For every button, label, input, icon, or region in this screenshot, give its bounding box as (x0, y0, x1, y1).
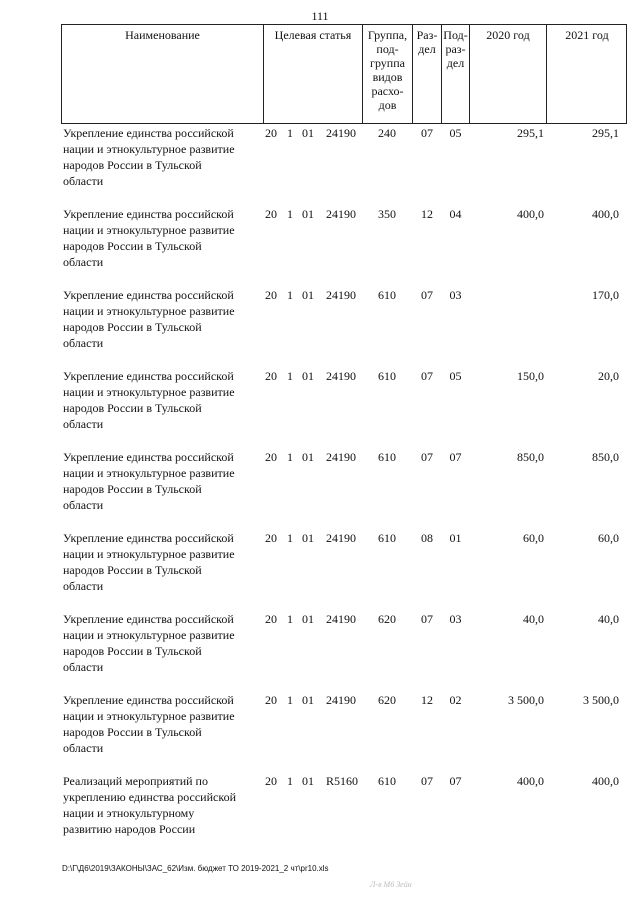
section-code: 07 (421, 450, 433, 464)
amount-2021: 850,0 (592, 450, 619, 464)
group-code: 620 (378, 693, 396, 707)
target-part-3: 01 (302, 369, 314, 383)
target-part-1: 20 (265, 207, 277, 221)
header-expense-group: Группа, под- группа видов расхо- дов (367, 28, 408, 112)
amount-2021: 20,0 (598, 369, 619, 383)
target-part-4: 24190 (326, 207, 356, 221)
row-name: Укрепление единства российской нации и этнокультурное развитие народов России в Тульской области (63, 693, 235, 755)
amount-2020: 400,0 (517, 774, 544, 788)
group-code: 240 (378, 126, 396, 140)
target-part-4: 24190 (326, 612, 356, 626)
target-part-2: 1 (287, 774, 293, 788)
subsection-code: 04 (449, 207, 462, 221)
amount-2020: 295,1 (517, 126, 544, 140)
group-code: 610 (378, 774, 396, 788)
group-code: 620 (378, 612, 396, 626)
header-subsection: Под- раз- дел (443, 28, 468, 70)
header-2020: 2020 год (486, 28, 530, 42)
target-part-4: 24190 (326, 693, 356, 707)
target-part-1: 20 (265, 450, 277, 464)
group-code: 610 (378, 369, 396, 383)
target-part-4: 24190 (326, 288, 356, 302)
group-code: 610 (378, 531, 396, 545)
target-part-2: 1 (287, 450, 293, 464)
subsection-code: 07 (449, 774, 462, 788)
target-part-3: 01 (302, 207, 314, 221)
target-part-1: 20 (265, 774, 277, 788)
target-part-3: 01 (302, 126, 314, 140)
target-part-1: 20 (265, 288, 277, 302)
row-name: Укрепление единства российской нации и этнокультурное развитие народов России в Тульской области (63, 369, 235, 431)
subsection-code: 03 (449, 288, 462, 302)
amount-2021: 170,0 (592, 288, 619, 302)
subsection-code: 03 (449, 612, 462, 626)
amount-2020: 850,0 (517, 450, 544, 464)
amount-2021: 3 500,0 (583, 693, 619, 707)
header-2021: 2021 год (565, 28, 609, 42)
section-code: 12 (421, 207, 433, 221)
row-name: Укрепление единства российской нации и этнокультурное развитие народов России в Тульской области (63, 612, 235, 674)
page-number: 111 (311, 9, 329, 23)
target-part-2: 1 (287, 612, 293, 626)
section-code: 12 (421, 693, 433, 707)
group-code: 610 (378, 450, 396, 464)
section-code: 07 (421, 288, 433, 302)
header-section: Раз- дел (416, 28, 438, 56)
section-code: 07 (421, 612, 433, 626)
footer-file-path: D:\Г\Д6\2019\ЗАКОНЫ\ЗАС_62\Изм. бюджет ТО 2019-2021_2 чт\pr10.xls (62, 864, 329, 873)
faint-stamp: Л-в М6 Зейн (370, 880, 412, 889)
target-part-2: 1 (287, 531, 293, 545)
target-part-3: 01 (302, 612, 314, 626)
target-part-2: 1 (287, 288, 293, 302)
amount-2020: 150,0 (517, 369, 544, 383)
amount-2021: 60,0 (598, 531, 619, 545)
amount-2021: 400,0 (592, 774, 619, 788)
target-part-1: 20 (265, 531, 277, 545)
target-part-4: 24190 (326, 126, 356, 140)
group-code: 350 (378, 207, 396, 221)
target-part-2: 1 (287, 369, 293, 383)
target-part-2: 1 (287, 207, 293, 221)
subsection-code: 05 (449, 126, 462, 140)
target-part-2: 1 (287, 693, 293, 707)
section-code: 07 (421, 126, 433, 140)
subsection-code: 02 (449, 693, 462, 707)
header-name: Наименование (125, 28, 200, 42)
target-part-1: 20 (265, 693, 277, 707)
target-part-1: 20 (265, 369, 277, 383)
target-part-1: 20 (265, 612, 277, 626)
row-name: Укрепление единства российской нации и этнокультурное развитие народов России в Тульской области (63, 288, 235, 350)
target-part-3: 01 (302, 774, 314, 788)
group-code: 610 (378, 288, 396, 302)
target-part-3: 01 (302, 288, 314, 302)
target-part-2: 1 (287, 126, 293, 140)
target-part-4: 24190 (326, 450, 356, 464)
target-part-4: R5160 (326, 774, 359, 788)
subsection-code: 07 (449, 450, 462, 464)
target-part-3: 01 (302, 693, 314, 707)
subsection-code: 05 (449, 369, 462, 383)
section-code: 07 (421, 369, 433, 383)
amount-2021: 400,0 (592, 207, 619, 221)
amount-2021: 295,1 (592, 126, 619, 140)
header-target-article: Целевая статья (274, 28, 352, 42)
amount-2020: 3 500,0 (508, 693, 544, 707)
row-name: Укрепление единства российской нации и этнокультурное развитие народов России в Тульской области (63, 450, 235, 512)
amount-2020: 400,0 (517, 207, 544, 221)
row-name: Укрепление единства российской нации и этнокультурное развитие народов России в Тульской области (63, 531, 235, 593)
row-name: Укрепление единства российской нации и этнокультурное развитие народов России в Тульской области (63, 207, 235, 269)
subsection-code: 01 (449, 531, 462, 545)
amount-2020: 40,0 (523, 612, 544, 626)
target-part-3: 01 (302, 531, 314, 545)
row-name: Укрепление единства российской нации и этнокультурное развитие народов России в Тульской области (63, 126, 235, 188)
amount-2021: 40,0 (598, 612, 619, 626)
section-code: 07 (421, 774, 433, 788)
section-code: 08 (421, 531, 433, 545)
row-name: Реализаций мероприятий по укреплению единства российской нации и этнокультурному развитию народов России (63, 774, 236, 836)
target-part-4: 24190 (326, 369, 356, 383)
target-part-4: 24190 (326, 531, 356, 545)
amount-2020: 60,0 (523, 531, 544, 545)
target-part-3: 01 (302, 450, 314, 464)
target-part-1: 20 (265, 126, 277, 140)
